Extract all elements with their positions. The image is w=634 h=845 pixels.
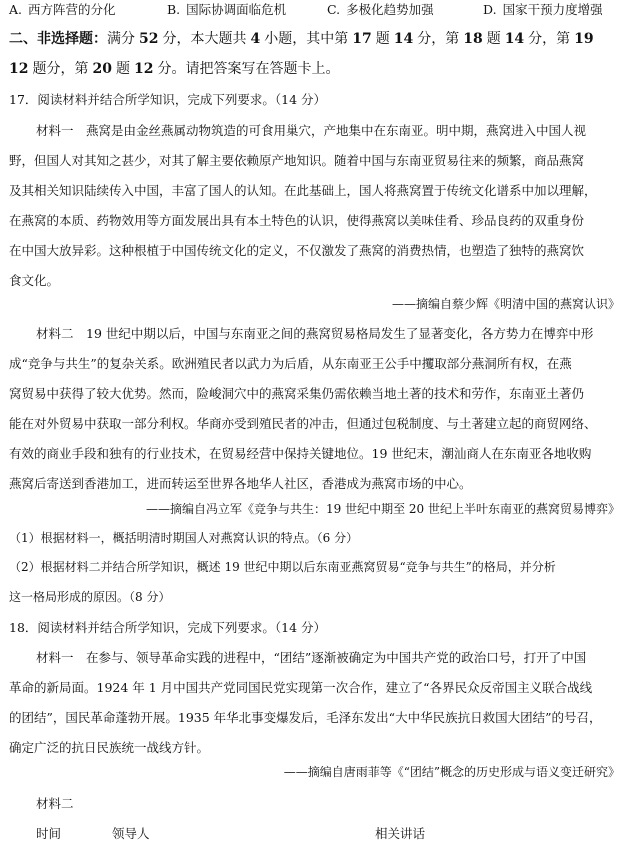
q17-material2-line: 材料二 19 世纪中期以后，中国与东南亚之间的燕窝贸易格局发生了显著变化，各方势力在博弈中形: [36, 326, 594, 341]
q17-material1-line: 材料一 燕窝是由金丝燕属动物筑造的可食用巢穴，产地集中在东南亚。明中期，燕窝进入中国人视: [36, 123, 587, 138]
table-header-time: 时间: [36, 826, 62, 841]
q17-material2-line: 能在对外贸易中获取一部分利权。华商亦受到殖民者的冲击，但通过包税制度、与土著建立起的商贸网络、: [9, 416, 597, 431]
q18-material1-line: 的团结”，国民革命蓬勃开展。1935 年华北事变爆发后，毛泽东发出“大中华民族抗日救国大团结”的号召，: [9, 710, 602, 725]
q17-material1-source: ——摘编自蔡少辉《明清中国的燕窝认识》: [391, 297, 620, 311]
q17-stem: 17．阅读材料并结合所学知识，完成下列要求。（14 分）: [9, 92, 327, 107]
q18-material1-line: 确定广泛的抗日民族统一战线方针。: [9, 740, 210, 755]
q17-material2-line: 燕窝后寄送到香港加工，进而转运至世界各地华人社区，香港成为燕窝市场的中心。: [9, 476, 472, 491]
q17-subquestion-2-line: （2）根据材料二并结合所学知识，概述 19 世纪中期以后东南亚燕窝贸易“竞争与共生”的格局，并分析: [9, 560, 556, 574]
option-b[interactable]: B. 国际协调面临危机: [167, 2, 287, 17]
q17-material2-source: ——摘编自冯立军《竞争与共生：19 世纪中期至 20 世纪上半叶东南亚的燕窝贸易博弈》: [146, 502, 620, 516]
q17-material2-line: 成“竞争与共生”的复杂关系。欧洲殖民者以武力为后盾，从东南亚王公手中攫取部分燕洞所有权，在燕: [9, 356, 572, 371]
section-heading-line-1: 二、非选择题：满分 52 分，本大题共 4 小题，其中第 17 题 14 分，第 18 题 14 分，第 19: [9, 31, 594, 47]
option-c[interactable]: C. 多极化趋势加强: [327, 2, 434, 17]
q18-material2-label: 材料二: [36, 796, 74, 811]
q18-material1-line: 材料一 在参与、领导革命实践的进程中，“团结”逐渐被确定为中国共产党的政治口号，打开了中国: [36, 650, 587, 665]
section-heading-line-2: 12 题分，第 20 题 12 分。请把答案写在答题卡上。: [9, 61, 340, 77]
q17-subquestion-1: （1）根据材料一，概括明清时期国人对燕窝认识的特点。（6 分）: [9, 531, 359, 545]
choice-options: [9, 2, 629, 20]
q17-material1-line: 食文化。: [9, 273, 60, 288]
q18-material1-line: 革命的新局面。1924 年 1 月中国共产党同国民党实现第一次合作，建立了“各界民众反帝国主义联合战线: [9, 680, 593, 695]
q17-material1-line: 及其相关知识陆续传入中国，丰富了国人的认知。在此基础上，国人将燕窝置于传统文化谱系中加以理解，: [9, 183, 597, 198]
q17-material2-line: 有效的商业手段和独有的行业技术，在贸易经营中保持关键地位。19 世纪末，潮汕商人在东南亚各地收购: [9, 446, 592, 461]
q17-material1-line: 在燕窝的本质、药物效用等方面发展出具有本土特色的认识，使得燕窝以美味佳肴、珍品良药的双重身份: [9, 213, 585, 228]
q17-material1-line: 野，但国人对其知之甚少，对其了解主要依赖原产地知识。随着中国与东南亚贸易往来的频繁，商品燕窝: [9, 153, 585, 168]
q17-material2-line: 窝贸易中获得了较大优势。然而，险峻洞穴中的燕窝采集仍需依赖当地土著的技术和劳作，东南亚土著仍: [9, 386, 585, 401]
q17-subquestion-2-line: 这一格局形成的原因。（8 分）: [9, 590, 171, 604]
option-d[interactable]: D. 国家干预力度增强: [483, 2, 603, 17]
q17-material1-line: 在中国大放异彩。这种根植于中国传统文化的定义，不仅激发了燕窝的消费热情，也塑造了独特的燕窝饮: [9, 243, 585, 258]
table-header-speech: 相关讲话: [375, 826, 426, 841]
option-a[interactable]: A. 西方阵营的分化: [9, 2, 116, 17]
table-header-leader: 领导人: [112, 826, 150, 841]
q18-material1-source: ——摘编自唐雨菲等《“团结”概念的历史形成与语义变迁研究》: [283, 765, 620, 779]
q18-stem: 18．阅读材料并结合所学知识，完成下列要求。（14 分）: [9, 620, 327, 635]
